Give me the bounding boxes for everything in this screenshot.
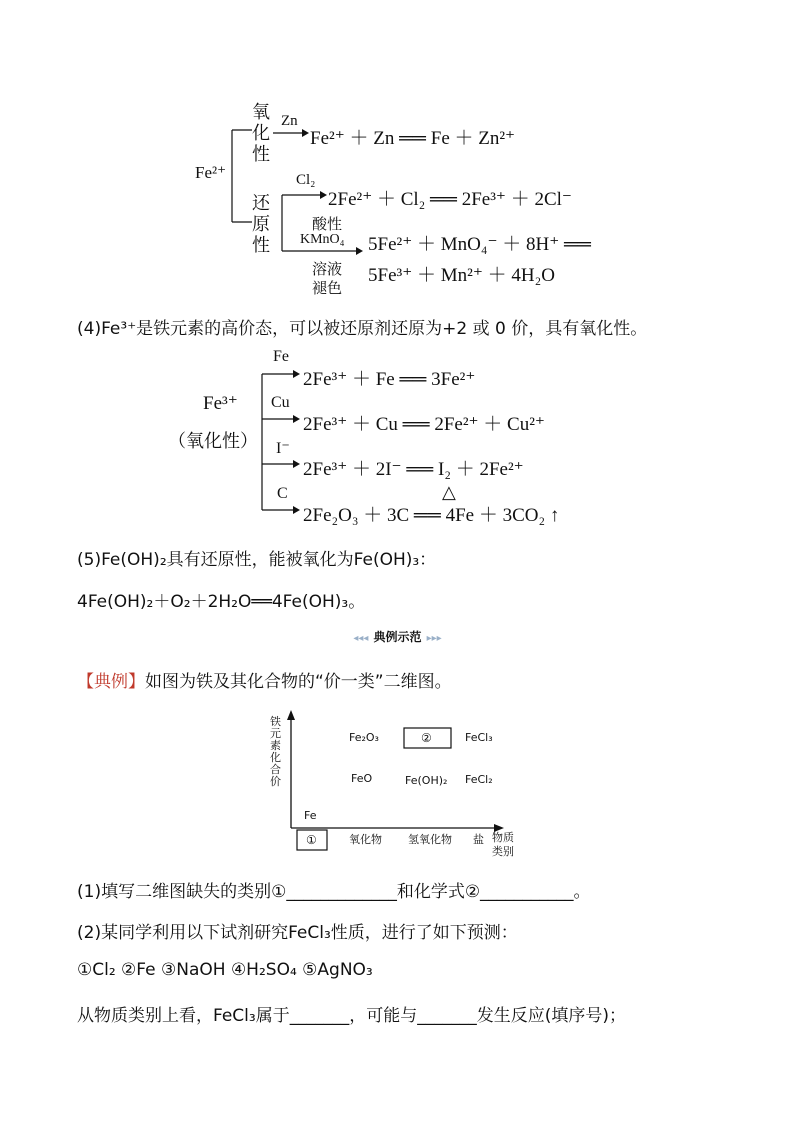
chart-xlabel-2: 类别 bbox=[492, 845, 514, 858]
chart-fe: Fe bbox=[304, 809, 317, 822]
kmno4-equation-1: 5Fe²⁺ ＋ MnO₄⁻ ＋ 8H⁺ ══ bbox=[368, 234, 591, 255]
heat-condition: △ bbox=[442, 482, 456, 503]
kmno4-label-bot2: 褪色 bbox=[312, 279, 343, 297]
chart-box-2[interactable]: ② bbox=[421, 731, 432, 745]
example-tag: 【典例】 bbox=[77, 672, 145, 692]
chart-feoh2: Fe(OH)₂ bbox=[405, 774, 448, 787]
fe3-r2-label: Cu bbox=[271, 394, 290, 411]
chart-feo: FeO bbox=[351, 772, 373, 785]
char: 性 bbox=[252, 144, 270, 165]
chart-fe2o3: Fe₂O₃ bbox=[349, 731, 379, 744]
fe3-r2-equation: 2Fe³⁺ ＋ Cu ══ 2Fe²⁺ ＋ Cu²⁺ bbox=[303, 414, 545, 435]
char: 性 bbox=[252, 235, 270, 256]
fe3-sub-label: （氧化性） bbox=[168, 431, 258, 452]
fe2-label: Fe²⁺ bbox=[195, 163, 227, 182]
char: 氧 bbox=[252, 102, 270, 123]
fe3-r1-label: Fe bbox=[273, 348, 289, 365]
fe3-r3-equation: 2Fe³⁺ ＋ 2I⁻ ══ I₂ ＋ 2Fe²⁺ bbox=[303, 459, 524, 480]
fe3-label: Fe³⁺ bbox=[203, 393, 238, 414]
chart-cat-hydroxide: 氢氧化物 bbox=[408, 833, 452, 846]
paragraph-4: (4)Fe³⁺是铁元素的高价态，可以被还原剂还原为+2 或 0 价，具有氧化性。 bbox=[77, 319, 648, 339]
kmno4-label-mid: KMnO₄ bbox=[300, 232, 345, 247]
kmno4-equation-2: 5Fe³⁺ ＋ Mn²⁺ ＋ 4H₂O bbox=[368, 265, 555, 286]
paragraph-5-equation: 4Fe(OH)₂＋O₂＋2H₂O══4Fe(OH)₃。 bbox=[77, 592, 366, 612]
fe3-r1-equation: 2Fe³⁺ ＋ Fe ══ 3Fe²⁺ bbox=[303, 369, 476, 390]
chart-fecl3: FeCl₃ bbox=[465, 731, 493, 744]
banner-title: 典例示范 bbox=[373, 630, 422, 644]
banner-left-decor-icon: ◂◂◂ bbox=[353, 633, 369, 644]
chart-fecl2: FeCl₂ bbox=[465, 773, 493, 786]
chart-box-1[interactable]: ① bbox=[306, 833, 317, 847]
char: 还 bbox=[252, 193, 270, 214]
question-1: (1)填写二维图缺失的类别①_____________和化学式②___________。 bbox=[77, 882, 591, 902]
fe3-r3-label: I⁻ bbox=[276, 440, 290, 457]
example-text: 如图为铁及其化合物的“价一类”二维图。 bbox=[145, 672, 452, 692]
chart-xlabel-1: 物质 bbox=[492, 831, 514, 844]
zn-equation: Fe²⁺ ＋ Zn ══ Fe ＋ Zn²⁺ bbox=[310, 128, 516, 149]
question-2: (2)某同学利用以下试剂研究FeCl₃性质，进行了如下预测： bbox=[77, 923, 518, 943]
kmno4-label-bot1: 溶液 bbox=[312, 260, 343, 278]
cl2-label: Cl₂ bbox=[296, 172, 316, 188]
char: 化 bbox=[252, 123, 270, 144]
zn-label: Zn bbox=[281, 113, 298, 129]
paragraph-5: (5)Fe(OH)₂具有还原性，能被氧化为Fe(OH)₃： bbox=[77, 550, 437, 570]
banner-right-decor-icon: ▸▸▸ bbox=[426, 633, 442, 644]
reagent-list: ①Cl₂ ②Fe ③NaOH ④H₂SO₄ ⑤AgNO₃ bbox=[77, 960, 373, 980]
fe3-r4-equation: 2Fe₂O₃ ＋ 3C ══ 4Fe ＋ 3CO₂ ↑ bbox=[303, 505, 560, 526]
question-2b: 从物质类别上看，FeCl₃属于_______，可能与_______发生反应(填序号)； bbox=[77, 1006, 626, 1026]
char: 原 bbox=[252, 214, 270, 235]
chart-ylabel: 铁元素化合价 bbox=[270, 715, 281, 788]
chart-cat-salt: 盐 bbox=[473, 833, 484, 846]
chart-cat-oxide: 氧化物 bbox=[349, 833, 382, 846]
cl2-equation: 2Fe²⁺ ＋ Cl₂ ══ 2Fe³⁺ ＋ 2Cl⁻ bbox=[328, 189, 572, 210]
fe3-r4-label: C bbox=[277, 485, 288, 502]
kmno4-label-top: 酸性 bbox=[312, 215, 343, 233]
